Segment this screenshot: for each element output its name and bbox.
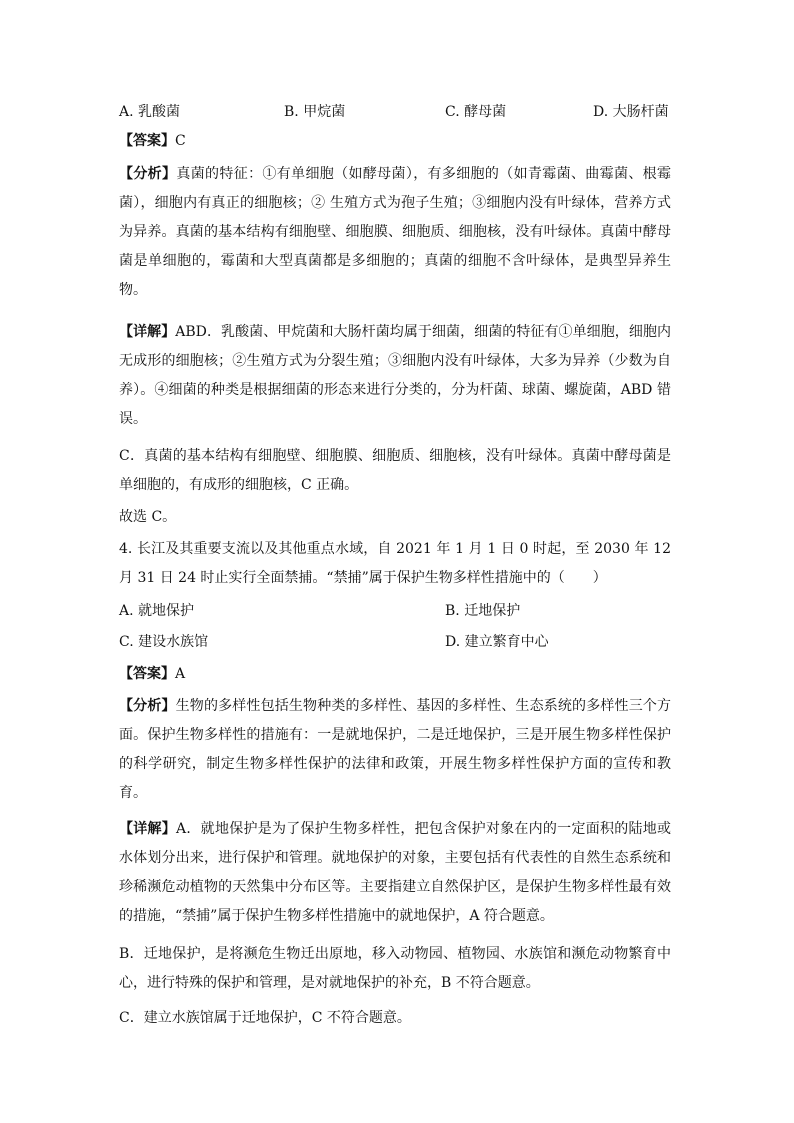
q3-detail-c: C．真菌的基本结构有细胞壁、细胞膜、细胞质、细胞核，没有叶绿体。真菌中酵母菌是单细胞的，有成形的细胞核，C 正确。 xyxy=(119,448,671,493)
q4-detail-c: C．建立水族馆属于迁地保护，C 不符合题意。 xyxy=(119,1010,411,1026)
q4-answer-tag: 【答案】 xyxy=(119,666,175,682)
q4-detail-a xyxy=(119,815,671,931)
q3-options xyxy=(119,98,679,127)
q3-conclusion: 故选 C。 xyxy=(119,509,177,525)
q3-detail-abd-text: ABD．乳酸菌、甲烷菌和大肠杆菌均属于细菌，细菌的特征有①单细胞，细胞内无成形的细胞核；②生殖方式为分裂生殖；③细胞内没有叶绿体，大多为异养（少数为自养）。④细菌的种类是根据细菌的形态来进行分类的，分为杆菌、球菌、螺旋菌，ABD 错误。 xyxy=(119,324,672,427)
q4-option-d: D. 建立繁育中心 xyxy=(445,634,549,650)
q4-option-a: A. 就地保护 xyxy=(119,603,195,619)
q3-option-c: C. 酵母菌 xyxy=(445,104,507,120)
q3-analysis-tag: 【分析】 xyxy=(119,166,177,182)
q3-detail-tag: 【详解】 xyxy=(119,324,176,340)
q4-stem: 4. 长江及其重要支流以及其他重点水域，自 2021 年 1 月 1 日 0 时起，至 2030 年 12 月 31 日 24 时止实行全面禁捕。“禁捕”属于保护生物多样性措施中的（ ） xyxy=(119,541,671,586)
q4-analysis xyxy=(119,692,671,808)
q3-analysis xyxy=(119,160,671,305)
q3-analysis-text: 真菌的特征：①有单细胞（如酵母菌），有多细胞的（如青霉菌、曲霉菌、根霉菌），细胞内有真正的细胞核；② 生殖方式为孢子生殖；③细胞内没有叶绿体，营养方式为异养。真菌的基本结构有细胞壁、细胞膜、细胞质、细胞核，没有叶绿体。真菌中酵母菌是单细胞的，霉菌和大型真菌都是多细胞的；真菌的细胞不含叶绿体，是典型异养生物。 xyxy=(119,166,672,298)
q4-analysis-text: 生物的多样性包括生物种类的多样性、基因的多样性、生态系统的多样性三个方面。保护生物多样性的措施有：一是就地保护，二是迁地保护，三是开展生物多样性保护的科学研究，制定生物多样性保护的法律和政策，开展生物多样性保护方面的宣传和教育。 xyxy=(119,698,672,801)
q4-options-row1 xyxy=(119,597,679,626)
q4-option-b: B. 迁地保护 xyxy=(445,603,521,619)
q4-detail-b: B．迁地保护，是将濒危生物迁出原地，移入动物园、植物园、水族馆和濒危动物繁育中心，进行特殊的保护和管理，是对就地保护的补充，B 不符合题意。 xyxy=(119,946,671,991)
q4-options-row2 xyxy=(119,628,679,657)
q3-option-d: D. 大肠杆菌 xyxy=(593,104,669,120)
q4-answer xyxy=(119,660,185,689)
q3-answer-value: C xyxy=(175,133,186,149)
q3-answer xyxy=(119,127,186,156)
q4-detail-tag: 【详解】 xyxy=(119,821,177,837)
q3-option-b: B. 甲烷菌 xyxy=(284,104,346,120)
q4-answer-value: A xyxy=(175,666,186,682)
q4-option-c: C. 建设水族馆 xyxy=(119,634,209,650)
q4-analysis-tag: 【分析】 xyxy=(119,698,176,714)
q3-option-a: A. 乳酸菌 xyxy=(119,104,181,120)
q4-detail-a-text: A．就地保护是为了保护生物多样性，把包含保护对象在内的一定面积的陆地或水体划分出来，进行保护和管理。就地保护的对象，主要包括有代表性的自然生态系统和珍稀濒危动植物的天然集中分布区等。主要指建立自然保护区，是保护生物多样性最有效的措施，“禁捕”属于保护生物多样性措施中的就地保护，A 符合题意。 xyxy=(119,821,672,924)
q3-detail-abd xyxy=(119,318,671,434)
q3-answer-tag: 【答案】 xyxy=(119,133,175,149)
